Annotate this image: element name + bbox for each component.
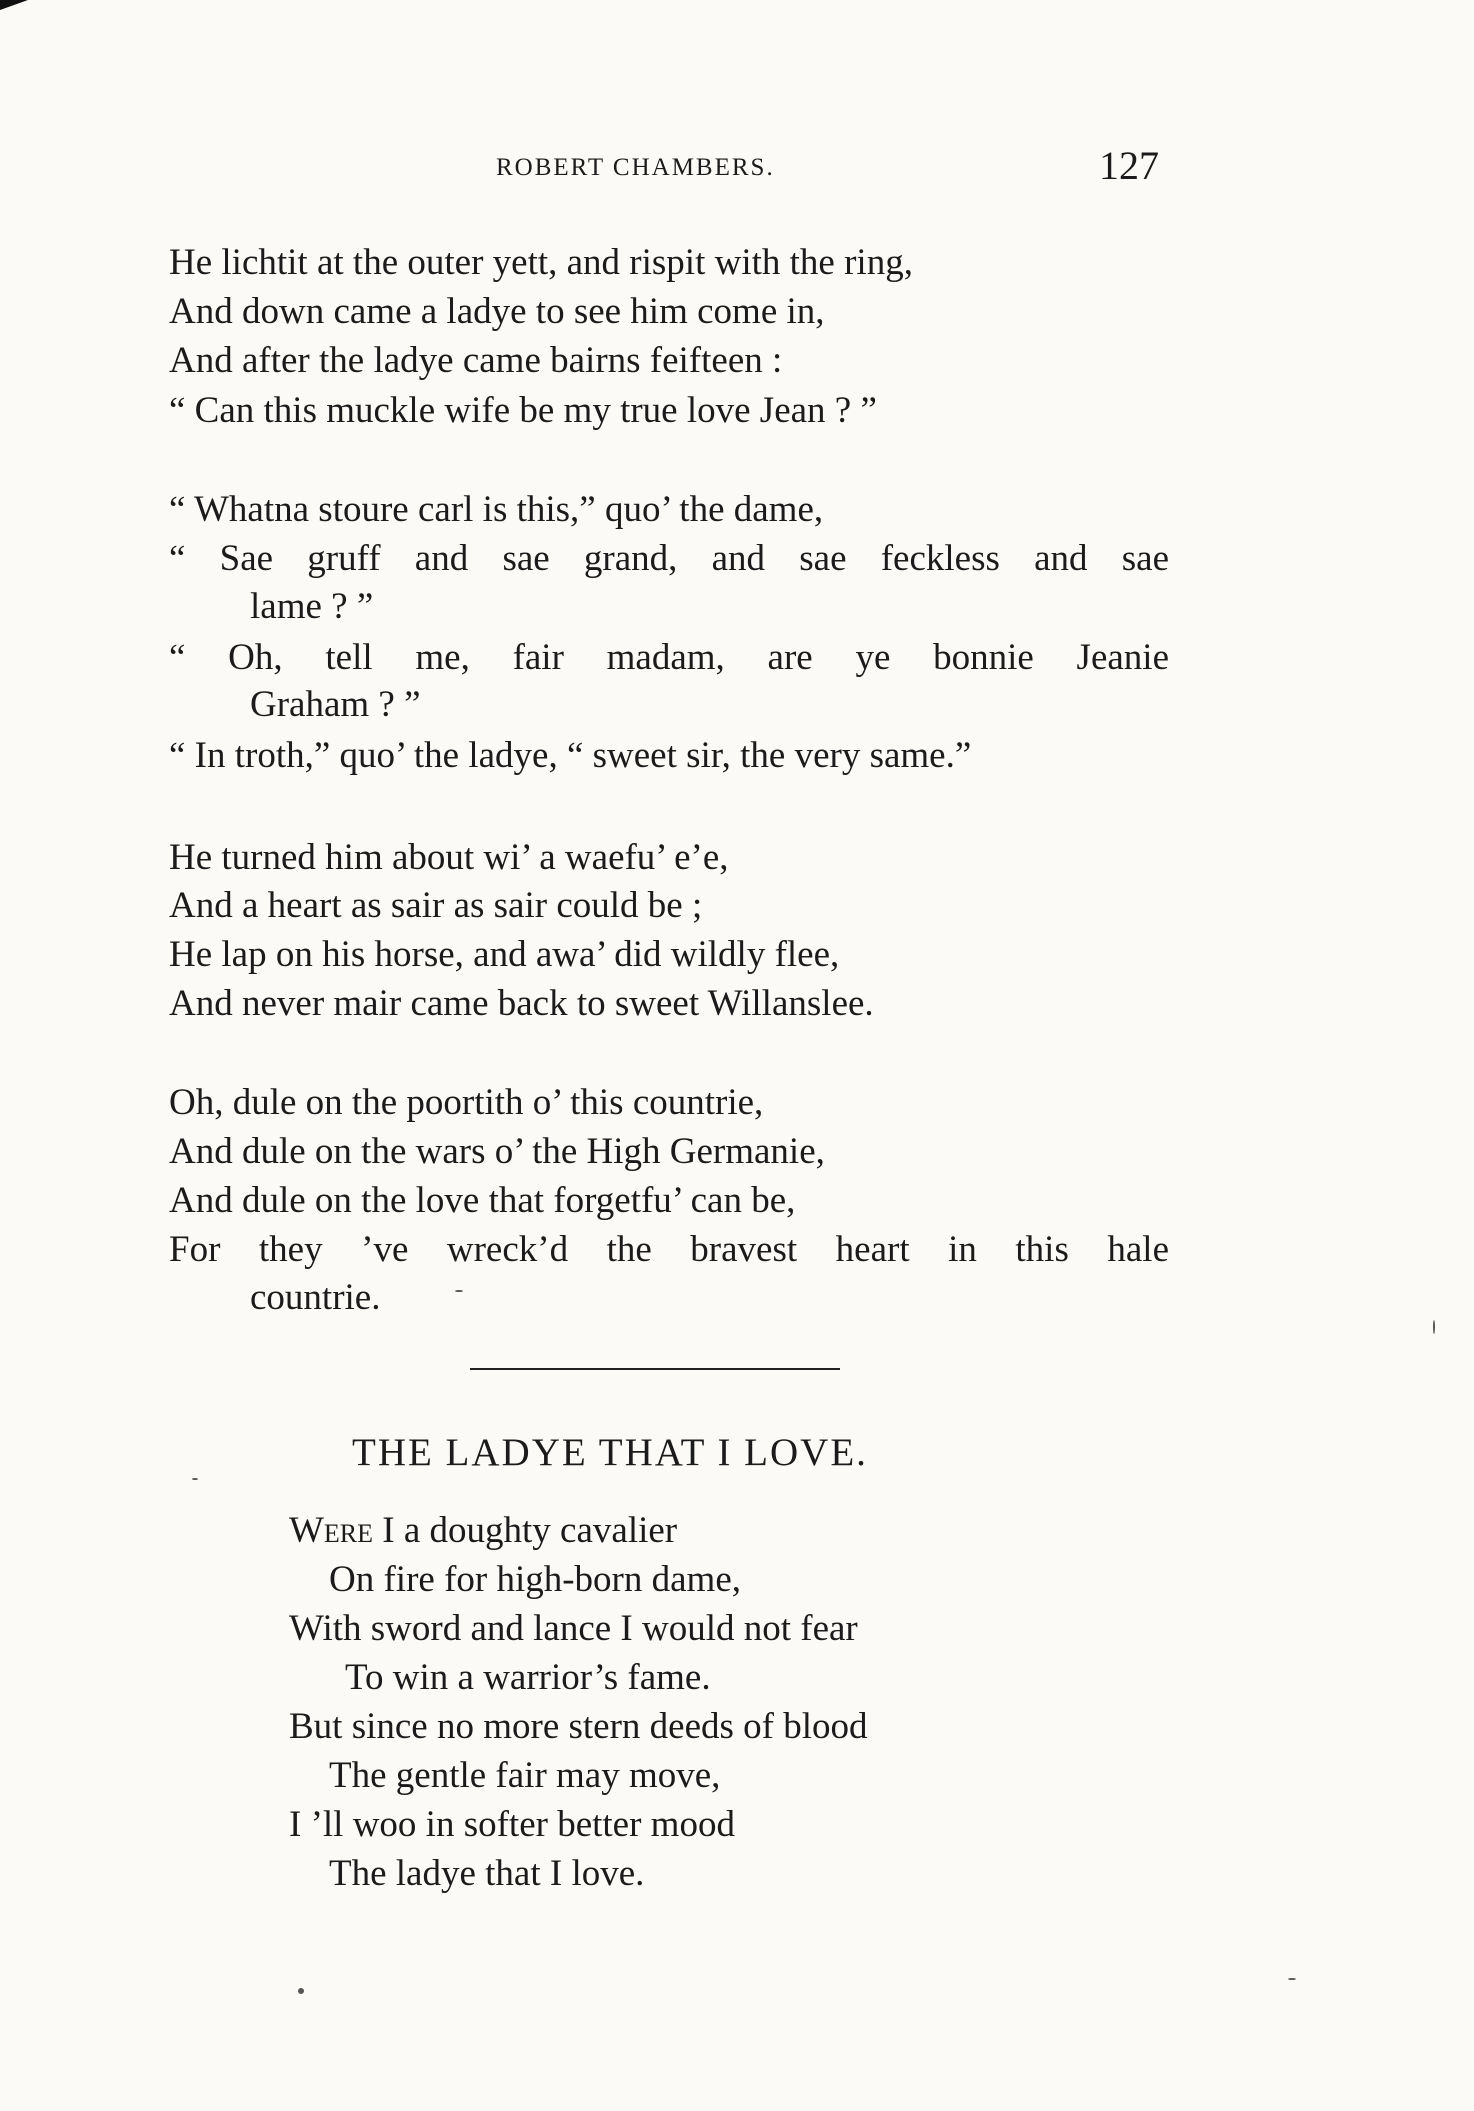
poem-line: “ Oh, tell me, fair madam, are ye bonnie Jeanie [169,637,1169,678]
poem-line: To win a warrior’s fame. [345,1657,711,1698]
running-title: ROBERT CHAMBERS. [496,154,775,181]
poem-title: THE LADYE THAT I LOVE. [352,1431,868,1474]
scan-speck [192,1478,198,1480]
poem-line: And down came a ladye to see him come in, [169,291,825,332]
poem-line: “ Sae gruff and sae grand, and sae feckless and sae [169,538,1169,579]
poem-line: I ’ll woo in softer better mood [289,1804,735,1845]
page-number: 127 [1099,143,1159,188]
scan-speck [1288,1978,1296,1980]
poem-line: And a heart as sair as sair could be ; [169,885,703,926]
poem-line: And dule on the love that forgetfu’ can be, [169,1180,796,1221]
running-head [0,143,1474,188]
poem-line-continuation: countrie. [250,1277,381,1318]
poem-line: “ Can this muckle wife be my true love Jean ? ” [169,390,877,431]
poem-line-continuation: Graham ? ” [250,684,421,725]
poem-line: He turned him about wi’ a waefu’ e’e, [169,837,729,878]
poem-line: And after the ladye came bairns feifteen : [169,340,783,381]
poem-line: “ Whatna stoure carl is this,” quo’ the dame, [169,489,824,530]
scan-speck [455,1290,463,1292]
scan-speck [298,1988,304,1994]
poem-line: “ In troth,” quo’ the ladye, “ sweet sir, the very same.” [169,735,972,776]
poem-line: And never mair came back to sweet Willanslee. [169,983,874,1024]
corner-mark [0,0,28,10]
poem-line: He lichtit at the outer yett, and rispit with the ring, [169,242,913,283]
scan-speck [1433,1320,1435,1334]
poem-line-continuation: lame ? ” [250,586,374,627]
poem-line: He lap on his horse, and awa’ did wildly flee, [169,934,840,975]
poem-line: The ladye that I love. [329,1853,645,1894]
poem-line: For they ’ve wreck’d the bravest heart in this hale [169,1229,1169,1270]
poem-line: But since no more stern deeds of blood [289,1706,868,1747]
section-divider [470,1368,840,1370]
poem-line: The gentle fair may move, [329,1755,721,1796]
poem-line: And dule on the wars o’ the High Germanie, [169,1131,825,1172]
poem-line: Oh, dule on the poortith o’ this countrie, [169,1082,764,1123]
drop-word: Were [289,1510,374,1551]
poem-line: With sword and lance I would not fear [289,1608,858,1649]
poem-line [289,1509,677,1553]
poem-line: On fire for high-born dame, [329,1559,742,1600]
first-line-rest: I a doughty cavalier [373,1510,678,1551]
